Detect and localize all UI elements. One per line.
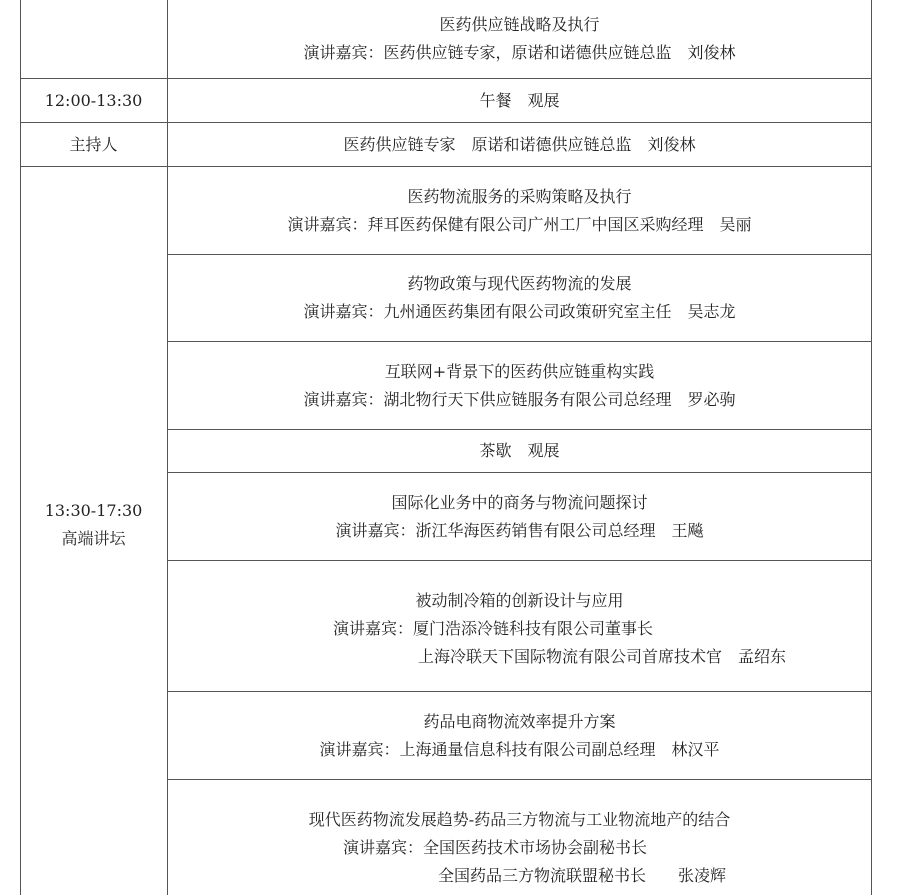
- talk-speaker: 演讲嘉宾：拜耳医药保健有限公司广州工厂中国区采购经理 吴丽: [287, 214, 752, 234]
- talk-speaker: 演讲嘉宾：医药供应链专家，原诺和诺德供应链总监 刘俊林: [303, 43, 736, 62]
- talk-title: 现代医药物流发展趋势-药品三方物流与工业物流地产的结合: [308, 810, 731, 829]
- host-label: 主持人: [69, 134, 118, 154]
- talk-cell: [168, 255, 871, 341]
- talk-cell: [168, 780, 871, 895]
- talk-speaker: 演讲嘉宾：全国医药技术市场协会副秘书长: [343, 838, 648, 857]
- host-label-cell: [20, 123, 167, 166]
- talk-cell: [168, 561, 871, 691]
- talk-title: 国际化业务中的商务与物流问题探讨: [391, 492, 648, 512]
- talk-cell: [168, 4, 871, 74]
- afternoon-time: 13:30-17:30: [44, 501, 143, 520]
- talk-title: 医药供应链战略及执行: [439, 15, 600, 34]
- tea-text: 茶歇 观展: [479, 441, 560, 460]
- talk-title: 药物政策与现代医药物流的发展: [407, 274, 632, 293]
- lunch-text: 午餐 观展: [479, 90, 560, 110]
- table-border-right: [871, 0, 872, 895]
- talk-speaker: 演讲嘉宾：浙江华海医药销售有限公司总经理 王飚: [335, 520, 704, 540]
- talk-title: 被动制冷箱的创新设计与应用: [415, 591, 624, 610]
- talk-speaker: 演讲嘉宾：厦门浩添冷链科技有限公司董事长: [333, 619, 654, 638]
- host-text: 医药供应链专家 原诺和诺德供应链总监 刘俊林: [343, 134, 696, 154]
- talk-speaker-2: 全国药品三方物流联盟秘书长 张凌辉: [438, 866, 727, 885]
- time-cell: [20, 79, 167, 122]
- talk-cell: [168, 692, 871, 779]
- lunch-time: 12:00-13:30: [44, 90, 143, 110]
- talk-cell: [168, 342, 871, 429]
- afternoon-time-cell: [20, 495, 167, 555]
- talk-speaker: 演讲嘉宾：湖北物行天下供应链服务有限公司总经理 罗必驹: [303, 389, 736, 409]
- talk-title: 医药物流服务的采购策略及执行: [407, 186, 632, 206]
- lunch-cell: [168, 79, 871, 122]
- tea-cell: [168, 430, 871, 472]
- talk-speaker: 演讲嘉宾：上海通量信息科技有限公司副总经理 林汉平: [319, 739, 720, 759]
- talk-cell: [168, 473, 871, 560]
- talk-cell: [168, 167, 871, 254]
- afternoon-label: 高端讲坛: [61, 529, 126, 548]
- talk-speaker-2: 上海冷联天下国际物流有限公司首席技术官 孟绍东: [418, 647, 787, 666]
- talk-title: 药品电商物流效率提升方案: [423, 711, 616, 731]
- talk-title: 互联网+背景下的医药供应链重构实践: [384, 361, 655, 381]
- talk-speaker: 演讲嘉宾：九州通医药集团有限公司政策研究室主任 吴志龙: [303, 302, 736, 321]
- host-cell: [168, 123, 871, 166]
